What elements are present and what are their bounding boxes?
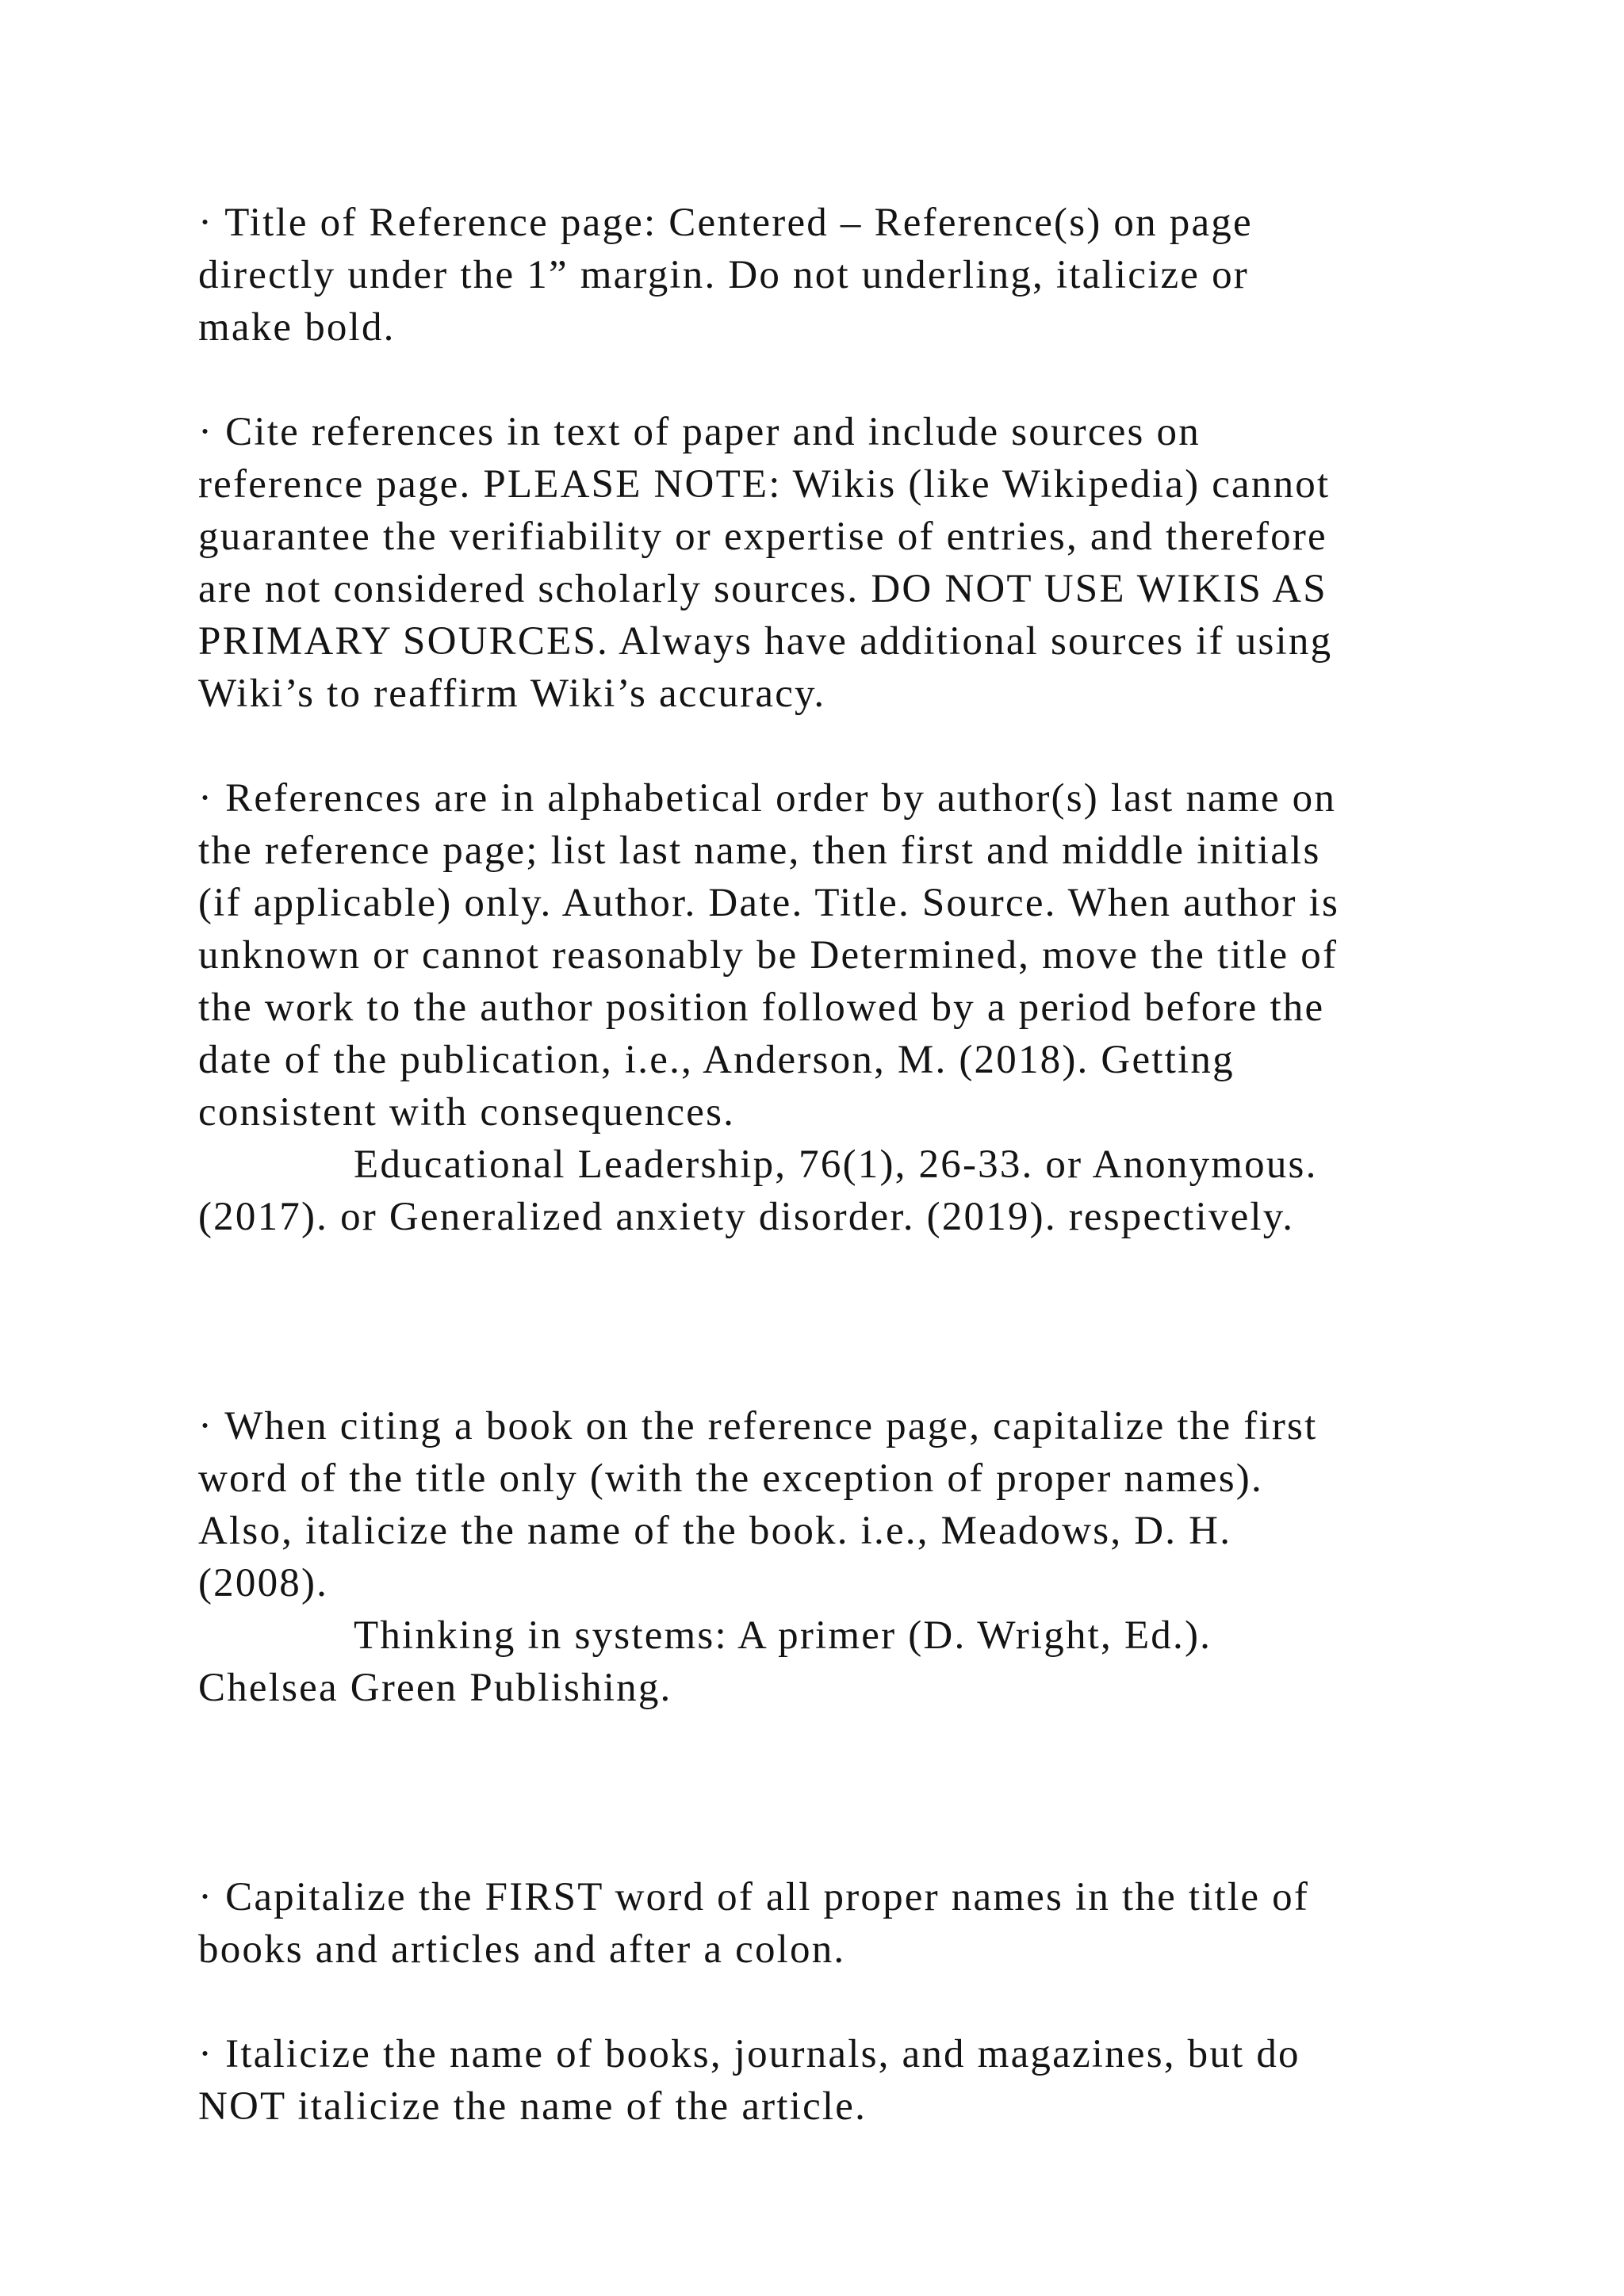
text-line: the reference page; list last name, then first and middle initials — [198, 828, 1321, 873]
text-line: · Italicize the name of books, journals, and magazines, but do — [198, 2032, 1300, 2076]
text-line: Also, italicize the name of the book. i.e., Meadows, D. H. — [198, 1509, 1232, 1553]
indented-text-line: Thinking in systems: A primer (D. Wright, Ed.). — [354, 1613, 1212, 1658]
text-line: · Cite references in text of paper and include sources on — [198, 410, 1201, 454]
text-line: NOT italicize the name of the article. — [198, 2084, 868, 2129]
text-line: unknown or cannot reasonably be Determined, move the title of — [198, 933, 1339, 978]
paragraph-spacer — [198, 720, 1467, 772]
text-line: date of the publication, i.e., Anderson, M. (2018). Getting — [198, 1038, 1235, 1082]
text-line: are not considered scholarly sources. DO NOT USE WIKIS AS — [198, 567, 1327, 611]
paragraph-alphabetical-order — [198, 772, 1467, 1243]
text-line: consistent with consequences. — [198, 1090, 736, 1135]
text-line: make bold. — [198, 305, 396, 350]
text-line: · References are in alphabetical order by author(s) last name on — [198, 776, 1337, 821]
text-line: · Title of Reference page: Centered – Reference(s) on page — [198, 201, 1253, 245]
paragraph-cite-references — [198, 406, 1467, 720]
text-line: · Capitalize the FIRST word of all proper names in the title of — [198, 1875, 1310, 1919]
paragraph-spacer — [198, 1243, 1467, 1400]
text-line: the work to the author position followed by a period before the — [198, 985, 1325, 1030]
text-line: (2008). — [198, 1561, 329, 1605]
text-line: (if applicable) only. Author. Date. Title. Source. When author is — [198, 881, 1340, 925]
text-line: word of the title only (with the exception of proper names). — [198, 1456, 1263, 1501]
paragraph-italicize-names — [198, 2028, 1467, 2133]
text-line: Chelsea Green Publishing. — [198, 1666, 672, 1710]
paragraph-spacer — [198, 1714, 1467, 1871]
text-line: · When citing a book on the reference page, capitalize the first — [198, 1404, 1318, 1448]
indented-text-line: Educational Leadership, 76(1), 26-33. or Anonymous. — [354, 1142, 1318, 1187]
paragraph-spacer — [198, 1976, 1467, 2028]
paragraph-citing-book — [198, 1400, 1467, 1714]
paragraph-reference-title — [198, 197, 1467, 354]
text-line: PRIMARY SOURCES. Always have additional sources if using — [198, 619, 1333, 664]
text-line: (2017). or Generalized anxiety disorder. (2019). respectively. — [198, 1195, 1295, 1239]
paragraph-capitalize-first-word — [198, 1871, 1467, 1976]
text-line: guarantee the verifiability or expertise of entries, and therefore — [198, 515, 1327, 559]
paragraph-spacer — [198, 354, 1467, 406]
text-line: directly under the 1” margin. Do not underling, italicize or — [198, 253, 1249, 297]
text-line: Wiki’s to reaffirm Wiki’s accuracy. — [198, 672, 826, 716]
document-body — [198, 197, 1467, 2133]
text-line: reference page. PLEASE NOTE: Wikis (like Wikipedia) cannot — [198, 462, 1331, 507]
text-line: books and articles and after a colon. — [198, 1927, 846, 1972]
